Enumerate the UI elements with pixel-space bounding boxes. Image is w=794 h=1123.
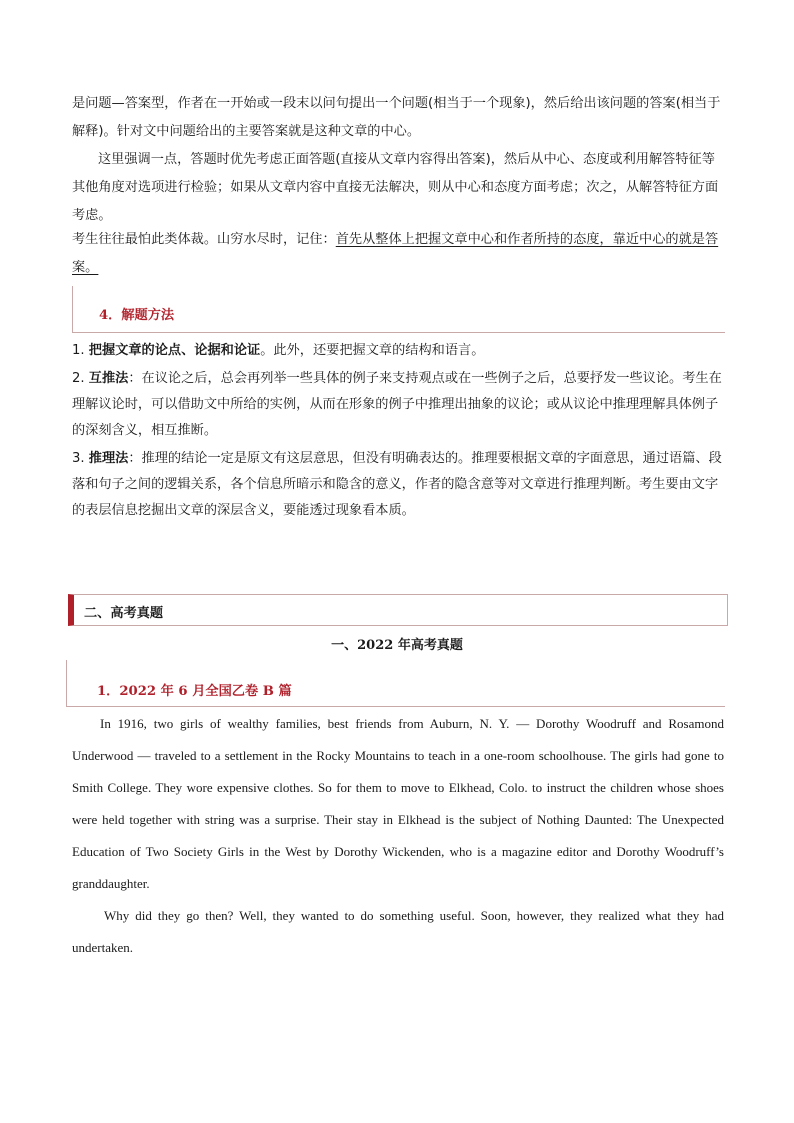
method-1-bold: 把握文章的论点、论据和论证 — [88, 343, 261, 358]
method-1-text: 。此外，还要把握文章的结构和语言。 — [260, 343, 485, 358]
passage-paragraph-1: In 1916, two girls of wealthy families, best friends from Auburn, N. Y. — Dorothy Woodruff and Rosamond Underwood — traveled to a settlement in the Rocky Mountains to teach in a one-room schoolhouse. The girls had gone to Smith College. They wore expensive clothes. So for them to move to Elkhead, Colo. to instruct the children whose shoes were held together with string was a surprise. Their stay in Elkhead is the subject of Nothing Daunted: The Unexpected Education of Two Society Girls in the West by Dorothy Wickenden, who is a magazine editor and Dorothy Woodruff’s granddaughter. — [72, 716, 724, 891]
exam-year-subtitle: 一、2022 年高考真题 — [331, 638, 463, 653]
method-3-number: 3. — [72, 451, 89, 466]
intro-paragraph-3 — [72, 226, 724, 282]
question-1-title: 1．2022 年 6 月全国乙卷 B 篇 — [97, 684, 292, 699]
method-2-bold: 互推法 — [88, 371, 129, 386]
section-2-heading-bar — [68, 594, 728, 626]
intro-p3-lead: 考生往往最怕此类体裁。山穷水尽时，记住： — [72, 232, 336, 247]
method-item-3 — [72, 446, 724, 524]
section-4-title: 4．解题方法 — [99, 308, 175, 323]
method-1-number: 1. — [72, 343, 89, 358]
question-1-heading-box — [66, 660, 725, 707]
passage-paragraph-2: Why did they go then? Well, they wanted to do something useful. Soon, however, they realized what they had undertaken. — [72, 908, 724, 955]
method-3-bold: 推理法 — [88, 451, 129, 466]
intro-paragraph-1: 是问题—答案型，作者在一开始或一段末以问句提出一个问题(相当于一个现象)，然后给出该问题的答案(相当于解释)。针对文中问题给出的主要答案就是这种文章的中心。 — [72, 96, 721, 139]
intro-paragraph-2: 这里强调一点，答题时优先考虑正面答题(直接从文章内容得出答案)，然后从中心、态度或利用解答特征等其他角度对选项进行检验；如果从文章内容中直接无法解决，则从中心和态度方面考虑；次之，从解答特征方面考虑。 — [72, 152, 719, 223]
section-2-title: 二、高考真题 — [84, 606, 164, 621]
method-2-number: 2. — [72, 371, 89, 386]
section-4-heading-box — [72, 286, 725, 333]
method-item-1 — [72, 338, 724, 364]
method-item-2 — [72, 366, 724, 444]
method-2-text: ：在议论之后，总会再列举一些具体的例子来支持观点或在一些例子之后，总要抒发一些议论。考生在理解议论时，可以借助文中所给的实例，从而在形象的例子中推理出抽象的议论；或从议论中推理理解具体例子的深刻含义，相互推断。 — [72, 371, 722, 438]
method-3-text: ：推理的结论一定是原文有这层意思，但没有明确表达的。推理要根据文章的字面意思，通过语篇、段落和句子之间的逻辑关系，各个信息所暗示和隐含的意义，作者的隐含意等对文章进行推理判断。考生要由文字的表层信息挖掘出文章的深层含义，要能透过现象看本质。 — [72, 451, 722, 518]
intro-p3-underlined: 首先从整体上把握文章中心和作者所持的态度，靠近中心的就是答案。 — [72, 232, 719, 275]
